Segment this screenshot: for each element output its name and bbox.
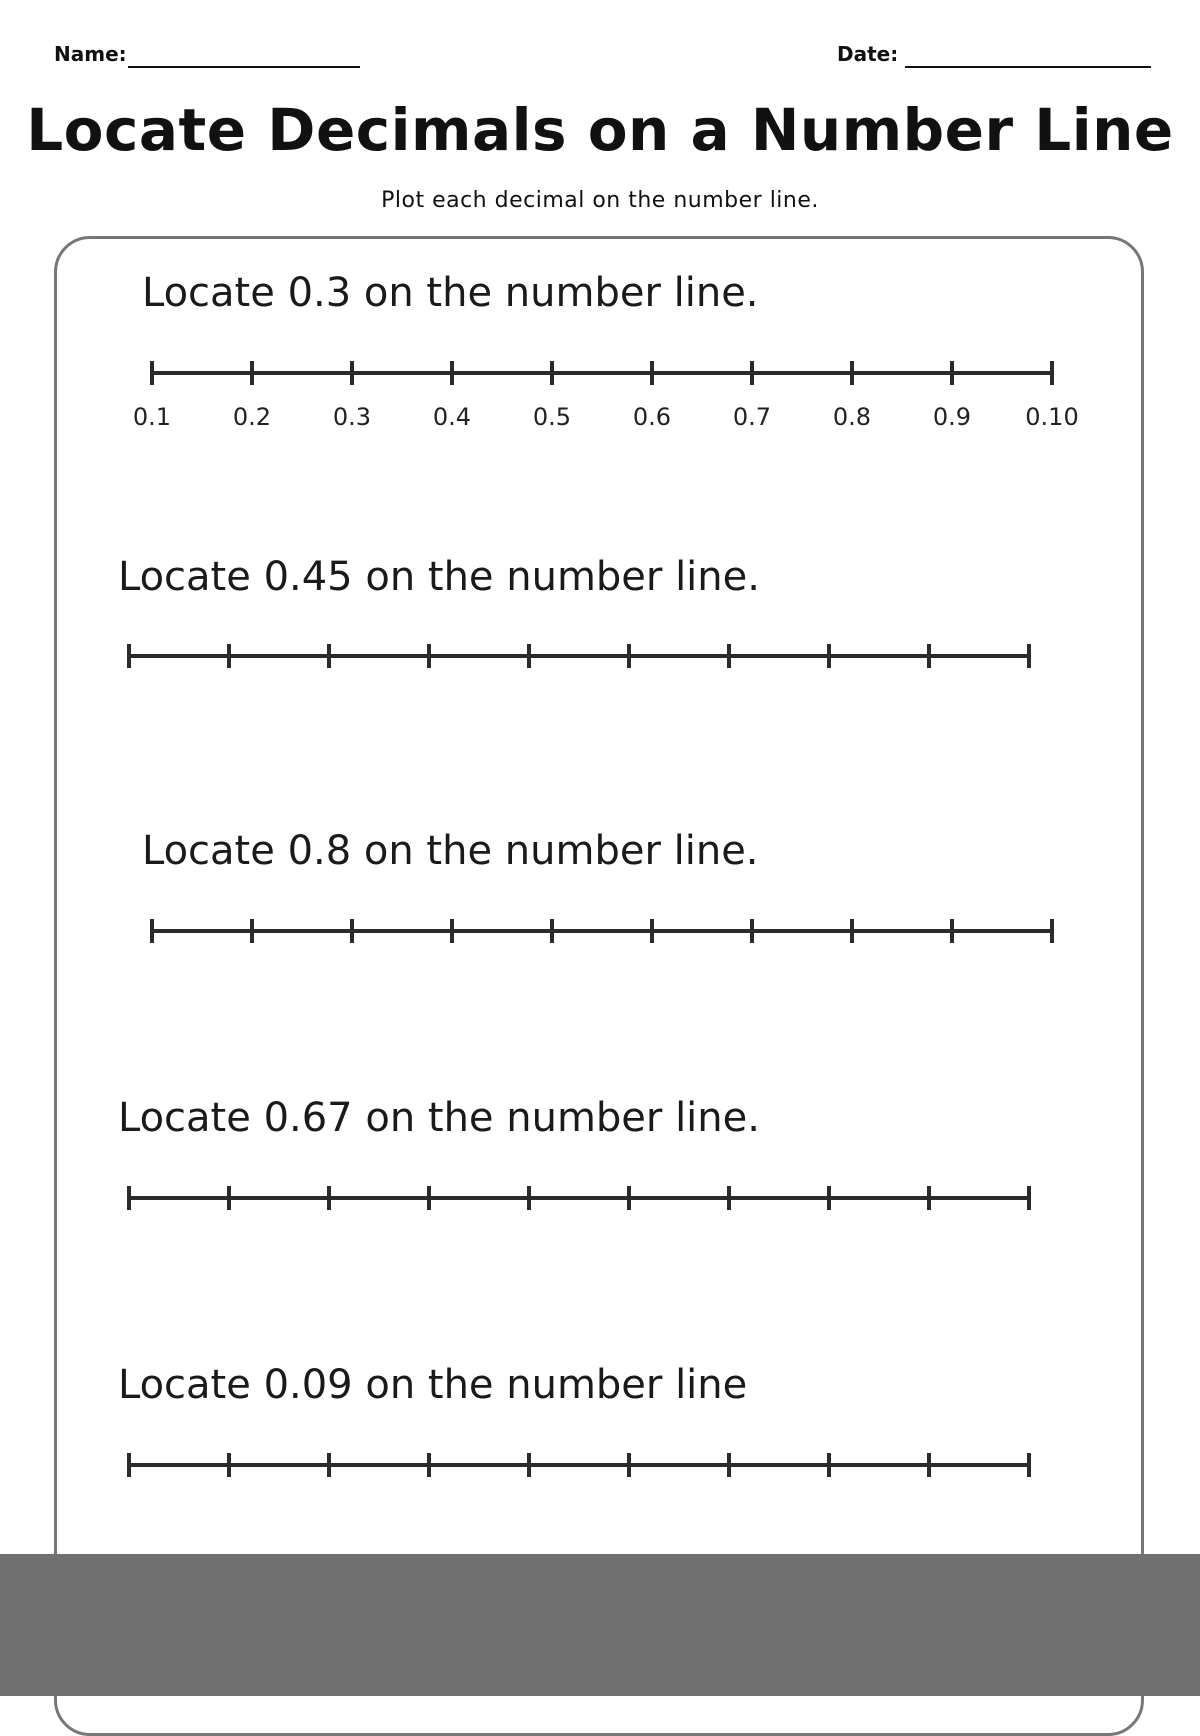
- question-3-prompt: Locate 0.8 on the number line.: [142, 828, 759, 874]
- tick-label: 0.6: [632, 403, 672, 431]
- name-blank-line[interactable]: [128, 66, 360, 68]
- number-line-1[interactable]: [0, 345, 1200, 435]
- date-blank-line[interactable]: [905, 66, 1151, 68]
- question-4-prompt: Locate 0.67 on the number line.: [118, 1095, 760, 1141]
- question-1-prompt: Locate 0.3 on the number line.: [142, 270, 759, 316]
- tick-label: 0.5: [532, 403, 572, 431]
- tick-label: 0.3: [332, 403, 372, 431]
- question-5-prompt: Locate 0.09 on the number line: [118, 1362, 748, 1408]
- tick-label: 0.1: [132, 403, 172, 431]
- page-title: Locate Decimals on a Number Line: [26, 96, 1174, 164]
- tick-label: 0.7: [732, 403, 772, 431]
- instructions: Plot each decimal on the number line.: [381, 188, 819, 213]
- tick-label: 0.8: [832, 403, 872, 431]
- footer-bar: [0, 1554, 1200, 1696]
- number-line-4[interactable]: [0, 1170, 1200, 1260]
- tick-label: 0.2: [232, 403, 272, 431]
- name-label: Name:: [54, 42, 127, 66]
- name-field[interactable]: [54, 42, 127, 66]
- question-2-prompt: Locate 0.45 on the number line.: [118, 554, 760, 600]
- date-field[interactable]: [837, 42, 898, 66]
- number-line-2[interactable]: [0, 628, 1200, 718]
- tick-label: 0.4: [432, 403, 472, 431]
- date-label: Date:: [837, 42, 899, 66]
- number-line-5[interactable]: [0, 1437, 1200, 1527]
- tick-label: 0.9: [932, 403, 972, 431]
- number-line-3[interactable]: [0, 903, 1200, 993]
- tick-label: 0.10: [1025, 403, 1079, 431]
